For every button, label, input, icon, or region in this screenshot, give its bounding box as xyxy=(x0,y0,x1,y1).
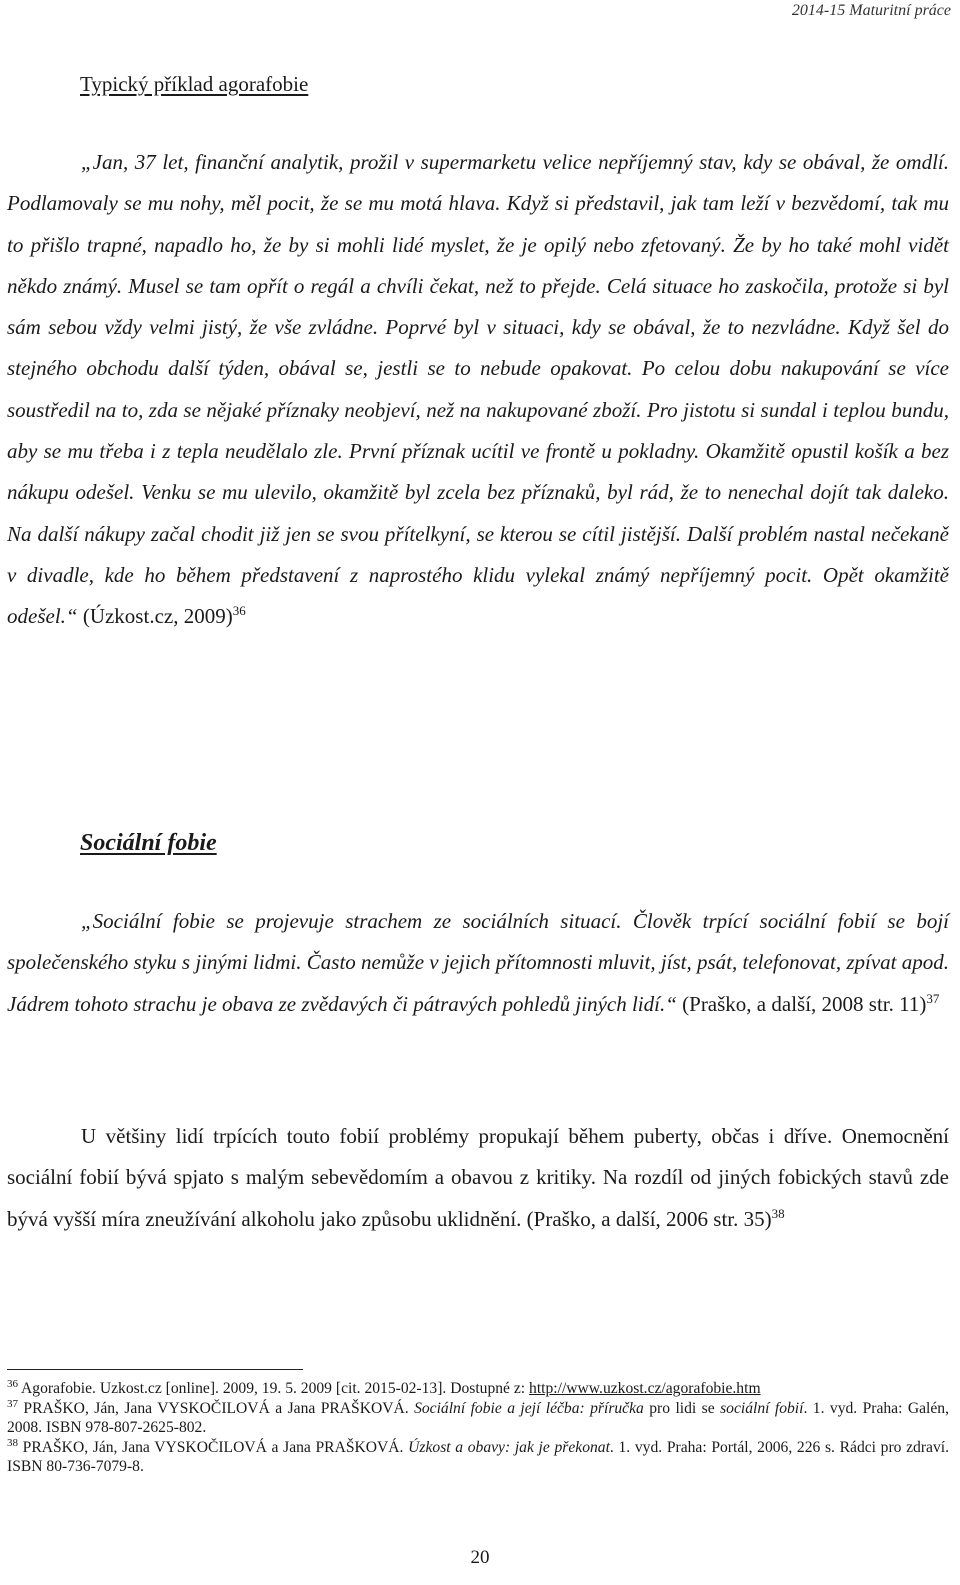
footnote-title-tail: pro lidi se xyxy=(643,1400,721,1417)
footnote-separator xyxy=(7,1369,303,1370)
footnote-title: Sociální fobie a její léčba: příručka xyxy=(414,1400,644,1417)
page-number: 20 xyxy=(470,1547,490,1568)
agoraphobia-citation: (Úzkost.cz, 2009) xyxy=(77,604,233,629)
footnote-36 xyxy=(7,1379,949,1398)
footnote-authors: PRAŠKO, Ján, Jana VYSKOČILOVÁ a Jana PRAŠKOVÁ. xyxy=(18,1439,409,1456)
footnote-ref-37[interactable]: 37 xyxy=(926,990,940,1006)
agoraphobia-quote-paragraph xyxy=(7,142,949,638)
footnote-number: 38 xyxy=(7,1436,18,1449)
section-heading-agoraphobia-example: Typický příklad agorafobie xyxy=(80,72,309,96)
footnote-publication: . 1. vyd. Praha: Portál, 2006, 226 s. Rádci pro zdraví. ISBN 80-736-7079-8. xyxy=(7,1439,949,1475)
footnote-ref-38[interactable]: 38 xyxy=(771,1205,785,1221)
footnote-text: Agorafobie. Uzkost.cz [online]. 2009, 19. 5. 2009 [cit. 2015-02-13]. Dostupné z: xyxy=(18,1380,530,1397)
footnote-number: 37 xyxy=(7,1397,18,1410)
footnote-authors: PRAŠKO, Ján, Jana VYSKOČILOVÁ a Jana PRAŠKOVÁ. xyxy=(18,1400,415,1417)
footnote-title: Úzkost a obavy: jak je překonat xyxy=(408,1439,610,1456)
footnote-38 xyxy=(7,1438,949,1476)
footnote-title-italic-tail: sociální fobií xyxy=(720,1400,804,1417)
social-phobia-quote-paragraph xyxy=(7,901,949,1025)
footnote-link[interactable]: http://www.uzkost.cz/agorafobie.htm xyxy=(529,1380,761,1397)
section-heading-social-phobia: Sociální fobie xyxy=(80,830,217,856)
footnote-37 xyxy=(7,1399,949,1437)
running-header: 2014-15 Maturitní práce xyxy=(791,2,951,19)
social-phobia-body-text: U většiny lidí trpících touto fobií problémy propukají během puberty, občas i dříve. Onemocnění sociální fobií bývá spjato s malým sebevědomím a obavou z kritiky. Na rozdíl od jiných fobických stavů zde bývá vyšší míra zneužívání alkoholu jako způsobu uklidnění. (Praško, a další, 2006 str. 35) xyxy=(7,1124,949,1231)
social-phobia-citation: (Praško, a další, 2008 str. 11) xyxy=(676,991,927,1016)
footnote-number: 36 xyxy=(7,1377,18,1390)
social-phobia-quote-text: „Sociální fobie se projevuje strachem ze sociálních situací. Člověk trpící sociální fobií se bojí společenského styku s jinými lidmi. Často nemůže v jejich přítomnosti mluvit, jíst, psát, telefonovat, zpívat apod. Jádrem tohoto strachu je obava ze zvědavých či pátravých pohledů jiných lidí.“ xyxy=(7,909,949,1016)
social-phobia-body-paragraph xyxy=(7,1116,949,1240)
footnote-ref-36[interactable]: 36 xyxy=(232,603,246,619)
footnote-publication: . 1. vyd. Praha: Galén, 2008. ISBN 978-807-2625-802. xyxy=(7,1400,949,1436)
agoraphobia-quote-text: „Jan, 37 let, finanční analytik, prožil v supermarketu velice nepříjemný stav, kdy se obával, že omdlí. Podlamovaly se mu nohy, měl pocit, že se mu motá hlava. Když si představil, jak tam leží v bezvědomí, tak mu to přišlo trapné, napadlo ho, že by si mohli lidé myslet, že je opilý nebo zfetovaný. Že by ho také mohl vidět někdo známý. Musel se tam opřít o regál a chvíli čekat, než to přejde. Celá situace ho zaskočila, protože si byl sám sebou vždy velmi jistý, že vše zvládne. Poprvé byl v situaci, kdy se obával, že to nezvládne. Když šel do stejného obchodu další týden, obával se, jestli se to nebude opakovat. Po celou dobu nakupování se více soustředil na to, zda se nějaké příznaky neobjeví, než na nakupované zboží. Pro jistotu si sundal i teplou bundu, aby se mu třeba i z tepla neudělalo zle. První příznak ucítil ve frontě u pokladny. Okamžitě opustil košík a bez nákupu odešel. Venku se mu ulevilo, okamžitě byl zcela bez příznaků, byl rád, že to nenechal dojít tak daleko. Na další nákupy začal chodit již jen se svou přítelkyní, se kterou se cítil jistější. Další problém nastal nečekaně v divadle, kde ho během představení z naprostého klidu vylekal známý nepříjemný pocit. Opět okamžitě odešel.“ xyxy=(7,150,949,629)
footnotes xyxy=(7,1379,949,1477)
